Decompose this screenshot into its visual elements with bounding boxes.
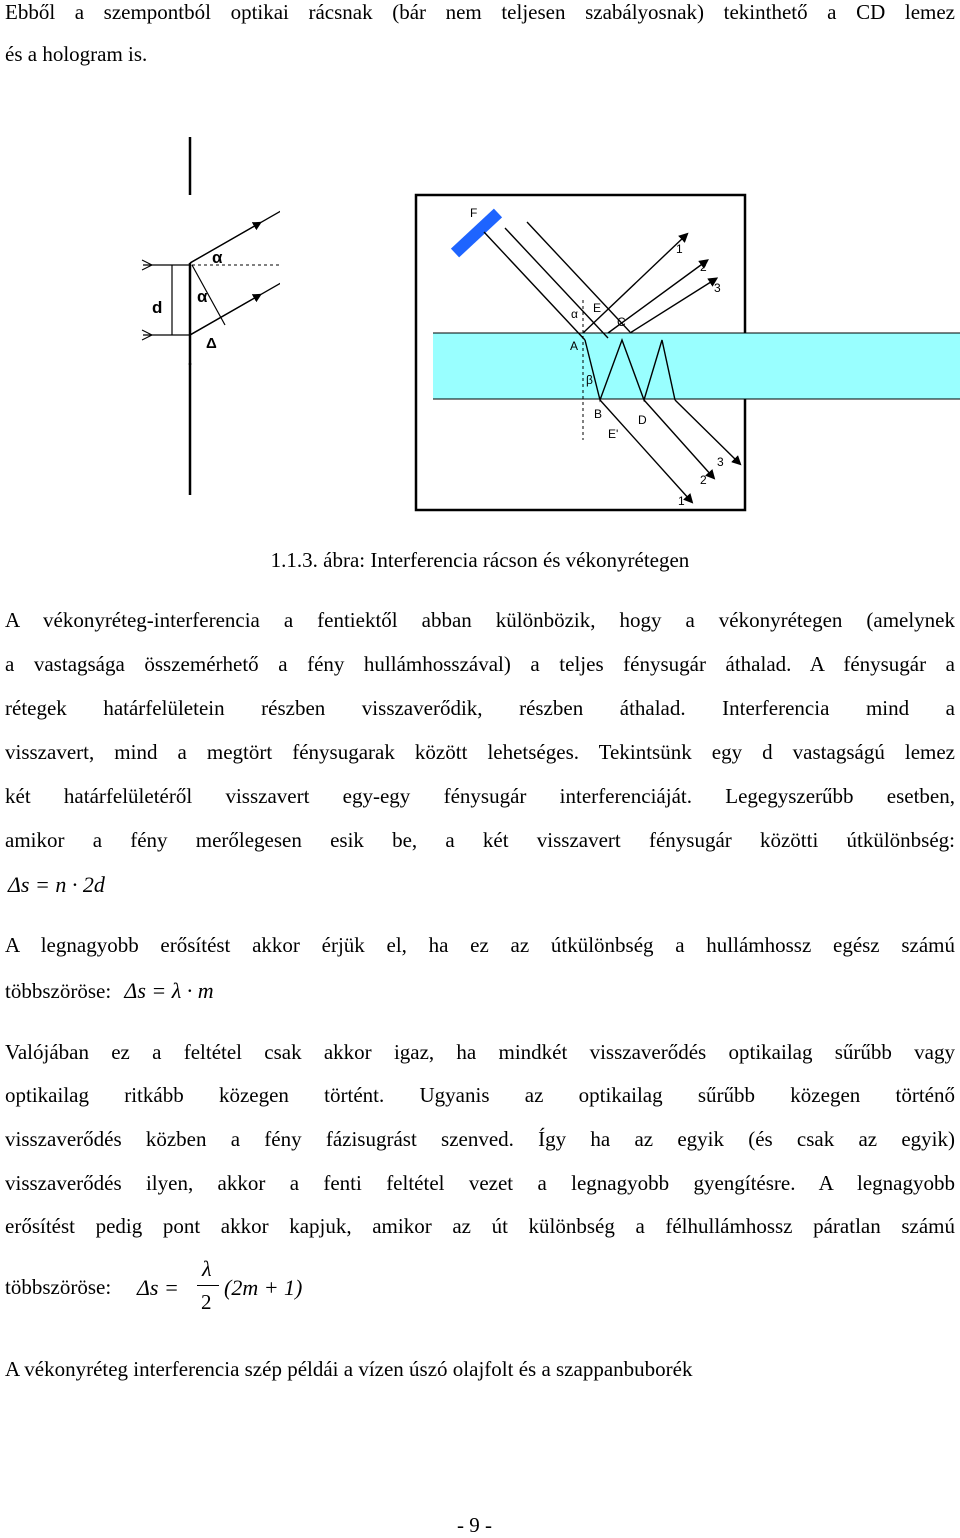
label-E: E xyxy=(593,301,602,315)
label-C: C xyxy=(617,315,626,329)
page-number: - 9 - xyxy=(457,1513,492,1537)
label-delta: Δ xyxy=(206,335,217,352)
label-B: B xyxy=(594,407,603,421)
label-1-top: 1 xyxy=(676,242,683,256)
label-2-top: 2 xyxy=(700,260,707,274)
label-D: D xyxy=(638,413,647,427)
label-F: F xyxy=(470,206,478,220)
label-alpha: α xyxy=(571,307,578,321)
fraction-bar xyxy=(197,1285,219,1286)
para1-line-5: két határfelületéről visszavert egy-egy fénysugár interferenciáját. Legegyszerűbb esetben, xyxy=(5,784,955,808)
formula-denominator: 2 xyxy=(201,1290,212,1314)
para2-line-2 xyxy=(5,978,955,1004)
para4-line: A vékonyréteg interferencia szép példái a vízen úszó olajfolt és a szappanbuborék xyxy=(5,1357,693,1381)
label-alpha-mid: α xyxy=(197,287,208,306)
label-d: d xyxy=(152,298,163,317)
para2-prefix: többszöröse: xyxy=(5,979,112,1003)
para3-line-5: erősítést pedig pont akkor kapjuk, amikor az út különbség a félhullámhossz páratlan számú xyxy=(5,1214,955,1238)
para3-line-2: optikailag ritkább közegen történt. Ugyanis az optikailag sűrűbb közegen történő xyxy=(5,1083,955,1107)
grating-diagram xyxy=(130,130,280,500)
thin-film-layer xyxy=(433,333,960,399)
thin-film-diagram xyxy=(410,190,960,515)
label-3-top: 3 xyxy=(714,281,721,295)
para3-prefix: többszöröse: xyxy=(5,1275,112,1299)
para1-line-1: A vékonyréteg-interferencia a fentiektől abban különbözik, hogy a vékonyrétegen (amelynek xyxy=(5,608,955,632)
para2-line-1: A legnagyobb erősítést akkor érjük el, ha ez az útkülönbség a hullámhossz egész számú xyxy=(5,933,955,957)
label-A: A xyxy=(570,339,579,353)
label-1-bottom: 1 xyxy=(678,494,685,508)
para3-line-3: visszaverődés közben a fény fázisugrást szenved. Így ha az egyik (és csak az egyik) xyxy=(5,1127,955,1151)
formula-rhs: (2m + 1) xyxy=(224,1275,303,1300)
label-beta: β xyxy=(586,373,593,387)
ray-upper xyxy=(190,200,280,263)
label-2-bottom: 2 xyxy=(700,473,707,487)
label-alpha-top: α xyxy=(212,248,223,267)
para3-line-1: Valójában ez a feltétel csak akkor igaz, ha mindkét visszaverődés optikailag sűrűbb vagy xyxy=(5,1040,955,1064)
intro-line-2: és a hologram is. xyxy=(5,42,148,66)
para1-line-6: amikor a fény merőlegesen esik be, a két visszavert fénysugár közötti útkülönbség: xyxy=(5,828,955,852)
para3-line-4: visszaverődés ilyen, akkor a fenti feltétel vezet a legnagyobb gyengítésre. A legnagyobb xyxy=(5,1171,955,1195)
formula-max-amplification: Δs = λ · m xyxy=(124,978,214,1003)
figure-caption: 1.1.3. ábra: Interferencia rácson és vékonyrétegen xyxy=(270,548,690,572)
formula-lhs: Δs = xyxy=(137,1275,179,1300)
para1-line-3: rétegek határfelületein részben visszaverődik, részben áthalad. Interferencia mind a xyxy=(5,696,955,720)
formula-numerator: λ xyxy=(202,1256,212,1281)
intro-line-1: Ebből a szempontból optikai rácsnak (bár nem teljesen szabályosnak) tekinthető a CD lemez xyxy=(5,0,955,24)
para1-line-4: visszavert, mind a megtört fénysugarak között lehetséges. Tekintsünk egy d vastagságú lemez xyxy=(5,740,955,764)
label-3-bottom: 3 xyxy=(717,455,724,469)
para3-formula-line xyxy=(5,1256,405,1326)
label-E2: E' xyxy=(608,427,619,441)
para1-line-2: a vastagsága összemérhető a fény hullámhosszával) a teljes fénysugár áthalad. A fénysugár a xyxy=(5,652,955,676)
formula-path-difference: Δs = n · 2d xyxy=(8,872,105,897)
